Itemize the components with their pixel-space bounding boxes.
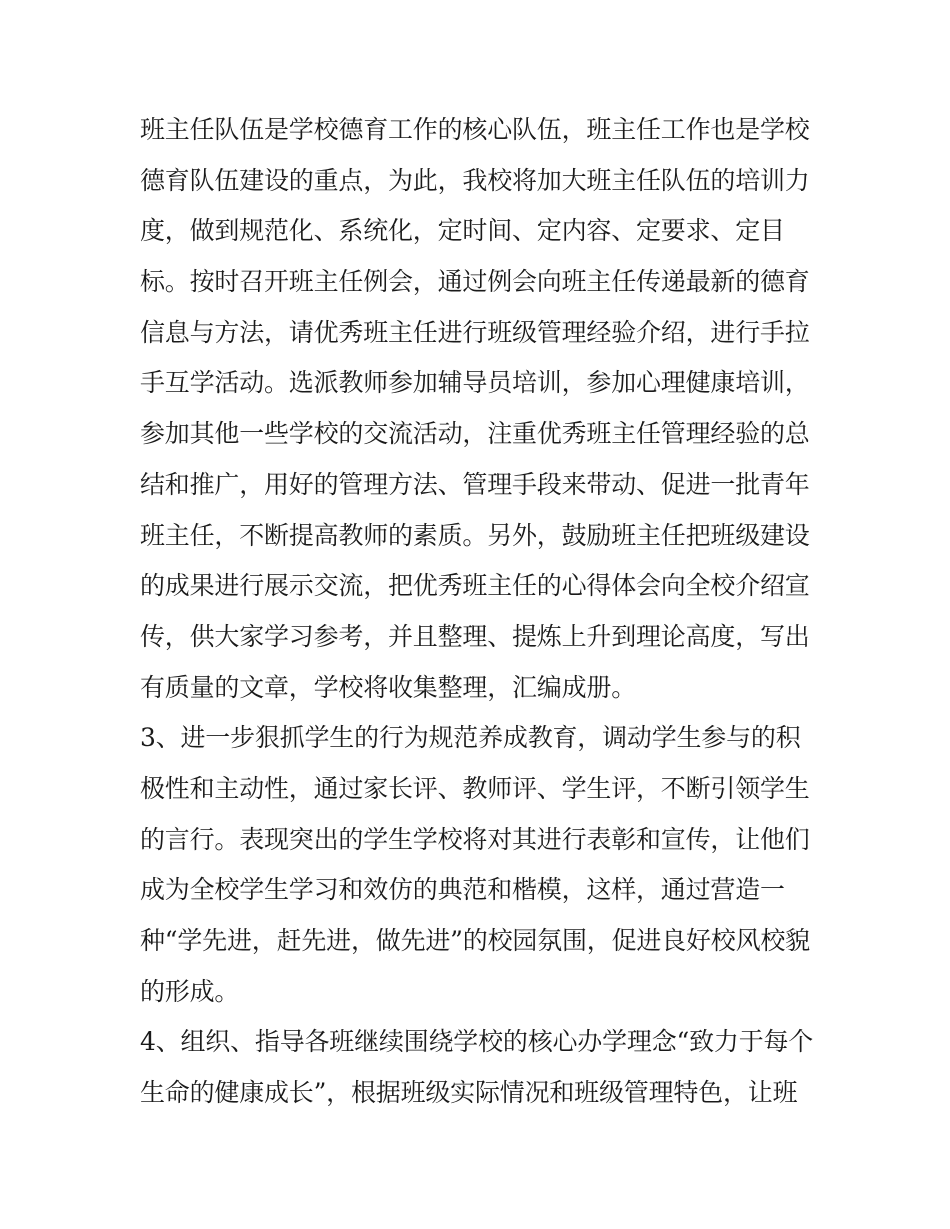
text-line: 参加其他一些学校的交流活动，注重优秀班主任管理经验的总 bbox=[140, 419, 810, 449]
document-body bbox=[140, 105, 830, 1119]
text-line: 生命的健康成长”，根据班级实际情况和班级管理特色，让班 bbox=[140, 1078, 798, 1108]
list-item-3-line: 3、进一步狠抓学生的行为规范养成教育，调动学生参与的积 bbox=[140, 723, 801, 753]
text-line: 标。按时召开班主任例会，通过例会向班主任传递最新的德育 bbox=[140, 267, 810, 297]
text-line: 手互学活动。选派教师参加辅导员培训，参加心理健康培训， bbox=[140, 368, 810, 398]
text-line: 德育队伍建设的重点，为此，我校将加大班主任队伍的培训力 bbox=[140, 165, 810, 195]
list-item-4-line: 4、组织、指导各班继续围绕学校的核心办学理念“致力于每个 bbox=[140, 1027, 814, 1057]
text-line: 成为全校学生学习和效仿的典范和楷模，这样，通过营造一 bbox=[140, 875, 785, 905]
text-line: 传，供大家学习参考，并且整理、提炼上升到理论高度，写出 bbox=[140, 621, 810, 651]
text-line: 种“学先进，赶先进，做先进”的校园氛围，促进良好校风校貌 bbox=[140, 926, 810, 955]
text-line: 极性和主动性，通过家长评、教师评、学生评，不断引领学生 bbox=[140, 773, 810, 803]
text-line: 的形成。 bbox=[140, 976, 240, 1006]
text-line: 度，做到规范化、系统化，定时间、定内容、定要求、定目 bbox=[140, 216, 785, 246]
text-line: 信息与方法，请优秀班主任进行班级管理经验介绍，进行手拉 bbox=[140, 317, 810, 347]
text-line: 有质量的文章，学校将收集整理，汇编成册。 bbox=[140, 672, 637, 702]
text-line: 班主任队伍是学校德育工作的核心队伍，班主任工作也是学校 bbox=[140, 115, 810, 144]
text-line: 的言行。表现突出的学生学校将对其进行表彰和宣传，让他们 bbox=[140, 824, 810, 854]
text-line: 班主任，不断提高教师的素质。另外，鼓励班主任把班级建设 bbox=[140, 520, 810, 550]
text-line: 结和推广，用好的管理方法、管理手段来带动、促进一批青年 bbox=[140, 469, 810, 499]
text-line: 的成果进行展示交流，把优秀班主任的心得体会向全校介绍宣 bbox=[140, 571, 810, 601]
